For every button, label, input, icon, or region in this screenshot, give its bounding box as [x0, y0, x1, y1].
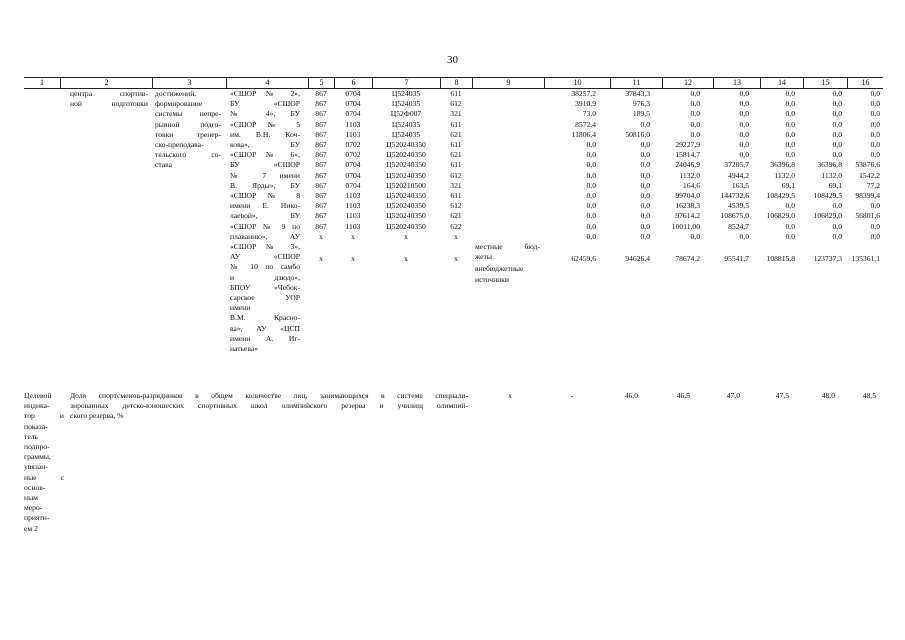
- table-cell: 106829,0: [813, 211, 842, 221]
- table-cell: 0,0: [785, 129, 795, 139]
- table-cell: 1103: [345, 119, 361, 129]
- indicator-value: 47,0: [726, 391, 740, 400]
- page-number: 30: [447, 54, 458, 66]
- table-cell: 1542,2: [859, 170, 880, 180]
- goal-text-line: ско-преподава-: [155, 140, 204, 149]
- table-cell: 0702: [345, 150, 361, 160]
- table-cell: 621: [450, 150, 462, 160]
- table-cell: 0,0: [640, 231, 650, 241]
- participant-line: № 10 по самбо: [230, 262, 300, 272]
- table-cell: 867: [315, 89, 327, 98]
- participant-line: «СШОР № 2»,: [230, 89, 300, 98]
- table-cell: 0,0: [832, 140, 842, 149]
- indicator-value: 46,5: [676, 391, 690, 400]
- table-cell: 69,1: [781, 180, 795, 190]
- table-cell: 611: [450, 89, 462, 98]
- table-cell: 0,0: [586, 211, 596, 221]
- table-cell: 0,0: [586, 170, 596, 180]
- table-cell: Ц524035: [391, 99, 421, 109]
- table-cell: 0,0: [690, 99, 700, 109]
- table-cell: 1132,0: [821, 170, 842, 180]
- table-cell: 0,0: [739, 119, 749, 129]
- table-cell: x: [454, 254, 458, 264]
- table-cell: Ц520240350: [386, 201, 426, 211]
- table-cell: 0,0: [832, 129, 842, 139]
- header-col-8: 8: [440, 78, 472, 88]
- table-cell: 0,0: [739, 140, 749, 149]
- table-cell: 99704,0: [675, 191, 700, 200]
- table-cell: 106829,0: [766, 211, 795, 221]
- table-cell: 1103: [345, 129, 361, 139]
- table-cell: 867: [315, 99, 327, 109]
- table-cell: 0704: [345, 89, 361, 98]
- table-cell: 0,0: [640, 211, 650, 221]
- indicator-value: -: [570, 391, 574, 400]
- header-col-9: 9: [472, 78, 544, 88]
- funding-source-extra: внебюджетные: [475, 264, 524, 274]
- table-cell: 0,0: [870, 109, 880, 119]
- participant-line: БУ «СШОР: [230, 99, 300, 109]
- table-cell: 0,0: [640, 221, 650, 231]
- table-cell: 0,0: [870, 140, 880, 149]
- participant-line: № 4», БУ: [230, 109, 300, 119]
- table-cell: 867: [315, 211, 327, 221]
- table-cell: 0,0: [870, 119, 880, 129]
- indicator-title-line: тор и: [24, 411, 64, 421]
- table-cell: 0,0: [870, 150, 880, 160]
- indicator-value: 48,5: [862, 391, 876, 400]
- indicator-title-line: граммы,: [24, 452, 51, 462]
- table-cell: x: [454, 231, 458, 241]
- header-col-2: 2: [60, 78, 152, 88]
- participant-line: плаванию», АУ: [230, 231, 300, 241]
- table-cell: 0,0: [690, 129, 700, 139]
- indicator-title-line: меро-: [24, 503, 43, 513]
- indicator-title-line: подпро-: [24, 442, 50, 451]
- table-cell: 867: [315, 191, 327, 200]
- goal-text-line: рывной подго-: [155, 119, 221, 129]
- table-cell: 0704: [345, 99, 361, 109]
- table-cell: 36396,8: [770, 160, 795, 170]
- participant-line: БУ «СШОР: [230, 160, 300, 170]
- table-cell: Ц520210500: [386, 180, 426, 190]
- table-cell: 0,0: [785, 140, 795, 149]
- goal-text-line: товки тренер-: [155, 129, 221, 139]
- table-cell: 0,0: [586, 140, 596, 149]
- table-cell: 108429,5: [766, 191, 795, 200]
- goal-text-line: става: [155, 160, 173, 170]
- goal-text-line: тельского со-: [155, 150, 221, 160]
- indicator-title-line: основ-: [24, 482, 46, 492]
- indicator-value: x: [508, 391, 512, 400]
- participant-line: имени: [230, 303, 251, 313]
- table-cell: 0,0: [832, 99, 842, 109]
- table-cell: Ц524035: [391, 119, 421, 129]
- table-cell: 29227,9: [675, 140, 700, 149]
- table-cell: Ц524035: [391, 89, 421, 98]
- table-cell: 0,0: [832, 89, 842, 98]
- table-cell: 95541,7: [724, 254, 749, 264]
- table-cell: 108429,5: [813, 191, 842, 200]
- table-cell: 11806,4: [571, 129, 596, 139]
- table-cell: 1103: [345, 191, 361, 200]
- table-cell: 16238,3: [675, 201, 700, 211]
- table-cell: 321: [450, 109, 462, 119]
- table-cell: 1132,0: [774, 170, 795, 180]
- table-cell: Ц520240350: [386, 150, 426, 160]
- participant-line: «СШОР № 5: [230, 119, 300, 129]
- table-cell: 0,0: [832, 119, 842, 129]
- table-cell: 8572,4: [575, 119, 596, 129]
- participant-line: В.М. Красно-: [230, 313, 300, 323]
- table-cell: 3910,9: [575, 99, 596, 109]
- table-cell: 611: [450, 119, 462, 129]
- table-cell: 0,0: [586, 180, 596, 190]
- participant-line: ва», АУ «ЦСП: [230, 323, 300, 333]
- table-cell: 8524,7: [728, 221, 749, 231]
- participant-line: БПОУ «Чебок-: [230, 282, 300, 292]
- table-cell: 0704: [345, 170, 361, 180]
- table-cell: 0,0: [690, 119, 700, 129]
- indicator-title-line: показа-: [24, 421, 48, 431]
- table-cell: 69,1: [828, 180, 842, 190]
- header-col-10: 10: [544, 78, 610, 88]
- table-cell: 1103: [345, 201, 361, 211]
- participant-line: «СШОР № 6»,: [230, 150, 300, 160]
- table-cell: 0,0: [690, 89, 700, 98]
- table-cell: 0,0: [586, 231, 596, 241]
- header-col-11: 11: [610, 78, 662, 88]
- table-cell: 0,0: [739, 150, 749, 160]
- table-cell: 0,0: [739, 99, 749, 109]
- table-cell: 1132,0: [679, 170, 700, 180]
- indicator-value: 47,5: [775, 391, 789, 400]
- table-cell: 0,0: [586, 201, 596, 211]
- table-cell: 611: [450, 140, 462, 149]
- table-cell: 0,0: [785, 231, 795, 241]
- table-cell: 612: [450, 201, 462, 211]
- table-cell: Ц520240350: [386, 211, 426, 221]
- participant-line: имени А. Иг-: [230, 333, 300, 343]
- table-cell: 78674,2: [675, 254, 700, 264]
- table-cell: 94626,4: [625, 254, 650, 264]
- table-cell: 867: [315, 150, 327, 160]
- table-cell: 0,0: [690, 109, 700, 119]
- table-cell: 0,0: [832, 150, 842, 160]
- table-cell: 0,0: [640, 160, 650, 170]
- table-cell: x: [404, 254, 408, 264]
- funding-source-local: жеты: [475, 252, 492, 262]
- table-cell: 15814,7: [675, 150, 700, 160]
- table-cell: 0,0: [586, 150, 596, 160]
- table-cell: 38257,2: [571, 89, 596, 98]
- table-cell: 0,0: [586, 160, 596, 170]
- table-cell: 622: [450, 221, 462, 231]
- indicator-title-line: прияти-: [24, 513, 50, 523]
- participant-line: имени Е. Нико-: [230, 201, 300, 211]
- executor-name-line: центра спортив-: [70, 89, 148, 98]
- table-cell: 0,0: [586, 221, 596, 231]
- table-cell: 4944,2: [728, 170, 749, 180]
- participant-line: № 7 имени: [230, 170, 300, 180]
- table-cell: 621: [450, 129, 462, 139]
- table-cell: 867: [315, 129, 327, 139]
- indicator-title-line: увязан-: [24, 462, 48, 472]
- participant-line: натьева»: [230, 344, 259, 353]
- participant-line: им. В.Н. Коч-: [230, 129, 300, 139]
- table-cell: x: [351, 254, 355, 264]
- table-cell: x: [404, 231, 408, 241]
- table-cell: 621: [450, 211, 462, 221]
- table-cell: 321: [450, 180, 462, 190]
- table-cell: 0,0: [640, 180, 650, 190]
- table-cell: 0,0: [785, 99, 795, 109]
- table-cell: 24046,9: [675, 160, 700, 170]
- table-cell: Ц520240350: [386, 170, 426, 180]
- table-cell: 0,0: [870, 201, 880, 211]
- table-cell: 0,0: [785, 150, 795, 160]
- table-cell: 37205,7: [724, 160, 749, 170]
- table-cell: 135361,1: [851, 254, 880, 264]
- table-cell: 62459,6: [571, 254, 596, 264]
- table-cell: 0,0: [785, 201, 795, 211]
- table-cell: 867: [315, 160, 327, 170]
- table-cell: 0,0: [640, 140, 650, 149]
- table-cell: 0,0: [785, 119, 795, 129]
- table-cell: 867: [315, 221, 327, 231]
- table-cell: 0,0: [785, 89, 795, 98]
- table-cell: 0704: [345, 109, 361, 119]
- table-cell: 98399,4: [855, 191, 880, 200]
- table-cell: 144732,6: [720, 191, 749, 200]
- table-cell: 0,0: [739, 129, 749, 139]
- table-cell: x: [319, 254, 323, 264]
- table-cell: 611: [450, 191, 462, 200]
- goal-text-line: системы непре-: [155, 109, 221, 119]
- table-cell: 867: [315, 109, 327, 119]
- indicator-title-line: тель: [24, 431, 38, 441]
- table-cell: 0,0: [640, 170, 650, 180]
- header-col-6: 6: [334, 78, 372, 88]
- goal-text-line: достижений,: [155, 89, 197, 98]
- table-cell: 1103: [345, 221, 361, 231]
- table-cell: 1103: [345, 211, 361, 221]
- table-cell: 0,0: [870, 129, 880, 139]
- goal-text-line: формирование: [155, 99, 203, 109]
- header-col-7: 7: [372, 78, 440, 88]
- table-cell: Ц524035: [391, 129, 421, 139]
- table-cell: 0,0: [640, 150, 650, 160]
- table-cell: 867: [315, 180, 327, 190]
- table-cell: 0,0: [739, 109, 749, 119]
- table-cell: Ц520240350: [386, 221, 426, 231]
- table-cell: 77,2: [866, 180, 880, 190]
- table-cell: 612: [450, 99, 462, 109]
- indicator-title-line: ем 2: [24, 523, 38, 533]
- table-cell: Ц520240350: [386, 191, 426, 200]
- table-cell: 611: [450, 160, 462, 170]
- table-cell: 0,0: [785, 109, 795, 119]
- table-cell: 0,0: [586, 191, 596, 200]
- table-cell: 164,6: [682, 180, 700, 190]
- participant-line: кова», БУ: [230, 140, 300, 149]
- table-cell: 0,0: [832, 109, 842, 119]
- indicator-description-line: ского резерва, %: [70, 411, 124, 421]
- table-cell: 108815,8: [766, 254, 795, 264]
- table-cell: 4539,5: [728, 201, 749, 211]
- table-cell: 50816,0: [625, 129, 650, 139]
- table-cell: 53876,6: [855, 160, 880, 170]
- table-cell: x: [319, 231, 323, 241]
- table-cell: 0704: [345, 160, 361, 170]
- table-cell: 0,0: [640, 201, 650, 211]
- table-cell: 0,0: [870, 89, 880, 98]
- table-cell: 867: [315, 170, 327, 180]
- table-cell: x: [351, 231, 355, 241]
- table-cell: 0,0: [785, 221, 795, 231]
- table-cell: 0,0: [832, 231, 842, 241]
- table-cell: 867: [315, 119, 327, 129]
- table-cell: 976,3: [632, 99, 650, 109]
- table-cell: Ц520240350: [386, 160, 426, 170]
- table-header-row: [24, 77, 883, 89]
- table-cell: 0,0: [832, 221, 842, 231]
- indicator-title-line: Целевой: [24, 391, 52, 400]
- indicator-description-line: Доля спортсменов-разрядников в общем количестве лиц, занимающихся в системе специали-: [70, 391, 468, 400]
- indicator-title-line: ным: [24, 493, 38, 502]
- participant-line: и дзюдо»,: [230, 272, 300, 282]
- table-cell: 0,0: [739, 89, 749, 98]
- indicator-description-line: зированных детско-юношеских спортивных школ олимпийского резерва и училищ олимпий-: [70, 401, 468, 411]
- table-cell: 163,5: [731, 180, 749, 190]
- indicator-value: 46,0: [624, 391, 638, 400]
- table-cell: 108675,0: [720, 211, 749, 221]
- table-cell: 10011,00: [671, 221, 700, 231]
- table-cell: 0704: [345, 180, 361, 190]
- header-col-13: 13: [713, 78, 760, 88]
- table-cell: 0,0: [690, 231, 700, 241]
- table-cell: 189,5: [632, 109, 650, 119]
- header-col-1: 1: [40, 78, 44, 87]
- indicator-title-line: ные с: [24, 472, 64, 482]
- table-cell: 123737,3: [813, 254, 842, 264]
- header-col-4: 4: [226, 78, 308, 88]
- participant-line: «СШОР № 3»,: [230, 242, 300, 251]
- participant-line: АУ «СШОР: [230, 252, 300, 262]
- table-cell: 0702: [345, 140, 361, 149]
- indicator-value: 48,0: [821, 391, 835, 400]
- header-col-12: 12: [662, 78, 713, 88]
- header-col-15: 15: [803, 78, 847, 88]
- header-col-14: 14: [760, 78, 803, 88]
- participant-line: «СШОР № 9 по: [230, 221, 300, 231]
- table-cell: 867: [315, 140, 327, 149]
- table-cell: 0,0: [739, 231, 749, 241]
- table-cell: Ц52Ф007: [390, 109, 422, 119]
- table-cell: 0,0: [870, 221, 880, 231]
- table-cell: 73,0: [582, 109, 596, 119]
- indicator-title-line: индика-: [24, 401, 50, 411]
- participant-line: сарское УОР: [230, 293, 300, 302]
- header-col-5: 5: [308, 78, 334, 88]
- executor-name-line: ной подготовки: [70, 99, 148, 109]
- table-cell: 36396,8: [817, 160, 842, 170]
- table-cell: 0,0: [640, 119, 650, 129]
- participant-line: В. Ярды», БУ: [230, 180, 300, 190]
- table-cell: 0,0: [870, 231, 880, 241]
- table-cell: 0,0: [832, 201, 842, 211]
- table-cell: 97614,2: [675, 211, 700, 221]
- participant-line: лаевой», БУ: [230, 211, 300, 221]
- table-cell: 56801,6: [855, 211, 880, 221]
- funding-source-extra: источники: [475, 274, 509, 284]
- participant-line: «СШОР № 8: [230, 191, 300, 200]
- header-col-3: 3: [152, 78, 226, 88]
- table-cell: 0,0: [640, 191, 650, 200]
- funding-source-local: местные бюд-: [475, 242, 540, 251]
- header-col-16: 16: [847, 78, 883, 88]
- table-cell: Ц520240350: [386, 140, 426, 149]
- table-cell: 37843,3: [625, 89, 650, 98]
- table-cell: 612: [450, 170, 462, 180]
- table-cell: 0,0: [870, 99, 880, 109]
- table-cell: 867: [315, 201, 327, 211]
